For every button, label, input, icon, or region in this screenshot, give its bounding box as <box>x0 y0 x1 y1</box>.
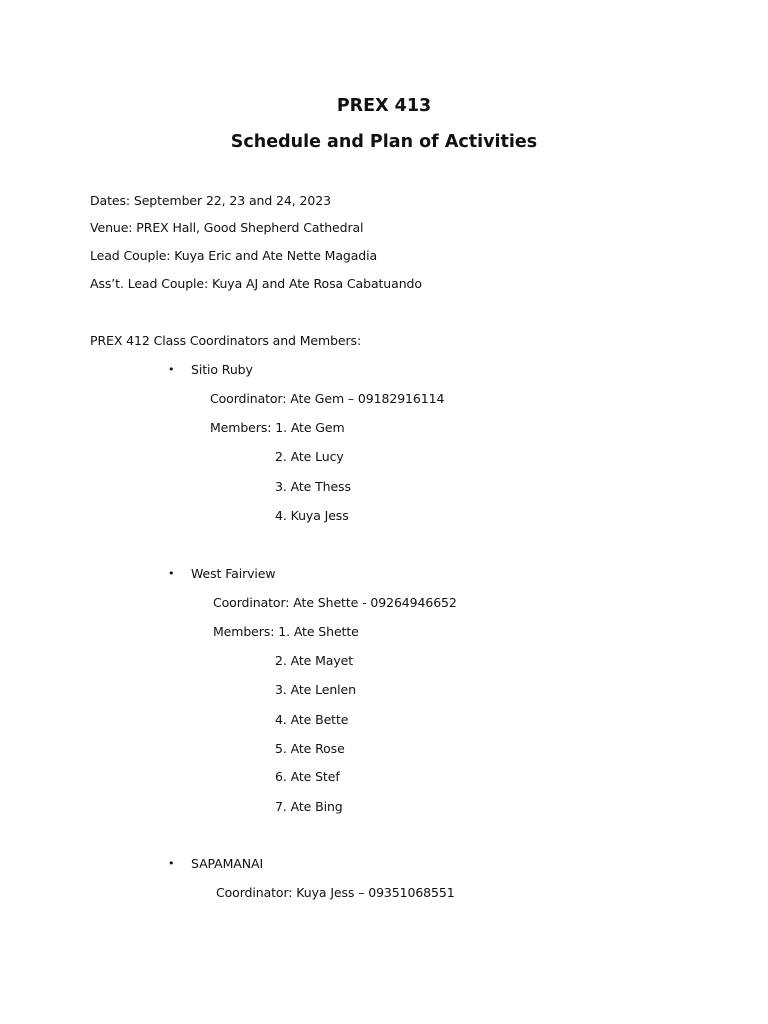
document-subtitle: Schedule and Plan of Activities <box>230 132 538 152</box>
member-item: 6. Ate Stef <box>275 769 340 784</box>
member-item: 3. Ate Lenlen <box>275 682 356 697</box>
member-item: 5. Ate Rose <box>275 741 345 756</box>
member-item: 2. Ate Mayet <box>275 653 354 668</box>
group-name-sitio-ruby: Sitio Ruby <box>191 362 253 377</box>
bullet-icon: • <box>168 857 175 870</box>
group-coordinator: Coordinator: Kuya Jess – 09351068551 <box>216 885 455 900</box>
document-title: PREX 413 <box>336 96 432 116</box>
venue-line: Venue: PREX Hall, Good Shepherd Cathedral <box>90 220 364 235</box>
group-members-label: Members: 1. Ate Shette <box>213 624 359 639</box>
group-coordinator: Coordinator: Ate Gem – 09182916114 <box>210 391 445 406</box>
coordinators-heading: PREX 412 Class Coordinators and Members: <box>90 333 362 348</box>
member-item: 3. Ate Thess <box>275 479 351 494</box>
dates-line: Dates: September 22, 23 and 24, 2023 <box>90 193 331 208</box>
bullet-icon: • <box>168 363 175 376</box>
member-item: 4. Ate Bette <box>275 712 349 727</box>
asst-lead-couple-line: Ass’t. Lead Couple: Kuya AJ and Ate Rosa Cabatuando <box>90 276 422 291</box>
bullet-icon: • <box>168 567 175 580</box>
member-item: 2. Ate Lucy <box>275 449 344 464</box>
group-coordinator: Coordinator: Ate Shette - 09264946652 <box>213 595 457 610</box>
group-name-sapamanai: SAPAMANAI <box>191 856 264 871</box>
member-item: 7. Ate Bing <box>275 799 343 814</box>
group-members-label: Members: 1. Ate Gem <box>210 420 345 435</box>
group-name-west-fairview: West Fairview <box>191 566 276 581</box>
member-item: 4. Kuya Jess <box>275 508 349 523</box>
lead-couple-line: Lead Couple: Kuya Eric and Ate Nette Magadia <box>90 248 378 263</box>
